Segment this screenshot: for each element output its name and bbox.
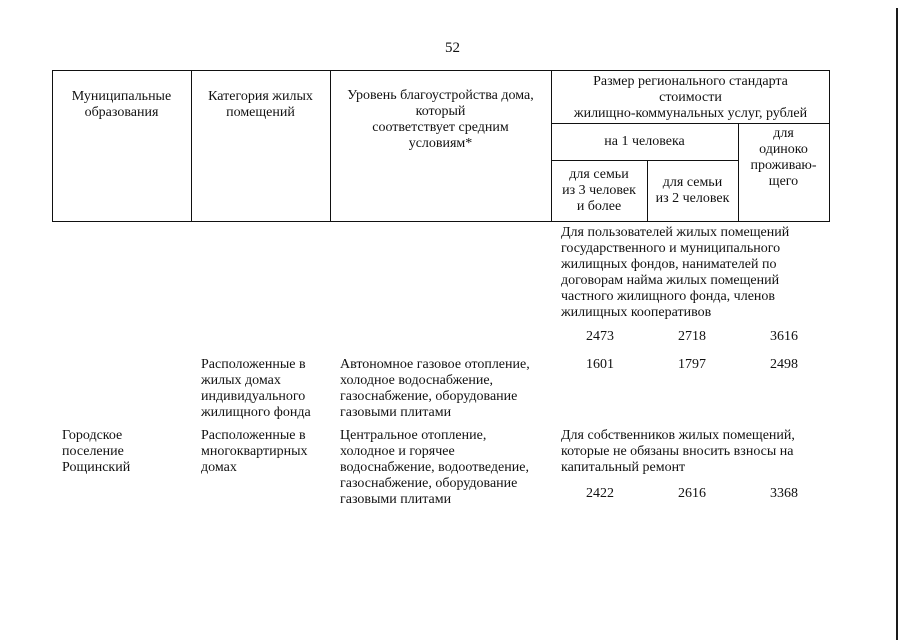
individual-value-family2: 1797 (678, 357, 706, 372)
individual-value-single: 2498 (770, 357, 798, 372)
header-single-resident: для одиноко проживаю- щего (750, 126, 817, 189)
header-municipalities: Муниципальные образования (71, 89, 172, 120)
header-per-person: на 1 человека (604, 134, 685, 149)
header-category: Категория жилых помещений (208, 89, 313, 120)
apartment-improvement-level: Центральное отопление, холодное и горячее водоснабжение, водоотведение, газоснабжение, оборудование газовыми плитами (340, 428, 529, 507)
section-owners-note: Для собственников жилых помещений, которые не обязаны вносить взносы на капитальный ремонт (561, 428, 795, 475)
individual-category: Расположенные в жилых домах индивидуального жилищного фонда (201, 357, 311, 420)
users-value-family3: 2473 (586, 329, 614, 344)
individual-improvement-level: Автономное газовое отопление, холодное водоснабжение, газоснабжение, оборудование газовыми плитами (340, 357, 530, 420)
page-edge (896, 8, 898, 640)
header-family-3: для семьи из 3 человек и более (562, 167, 636, 214)
page-number: 52 (445, 40, 460, 56)
table-header-bottom-border (52, 221, 830, 222)
owners-value-family2: 2616 (678, 486, 706, 501)
users-value-single: 3616 (770, 329, 798, 344)
apartment-category: Расположенные в многоквартирных домах (201, 428, 308, 475)
individual-value-family3: 1601 (586, 357, 614, 372)
owners-value-family3: 2422 (586, 486, 614, 501)
header-family-2: для семьи из 2 человек (655, 175, 730, 206)
header-improvement-level: Уровень благоустройства дома, который соответствует средним условиям* (347, 88, 534, 151)
municipality-name: Городское поселение Рощинский (62, 428, 131, 475)
header-regional-standard: Размер регионального стандарта стоимости жилищно-коммунальных услуг, рублей (573, 74, 808, 121)
users-value-family2: 2718 (678, 329, 706, 344)
owners-value-single: 3368 (770, 486, 798, 501)
section-users-note: Для пользователей жилых помещений государственного и муниципального жилищных фондов, нанимателей по договорам найма жилых помещений частного жилищного фонда, членов жилищных кооперативов (561, 225, 790, 320)
